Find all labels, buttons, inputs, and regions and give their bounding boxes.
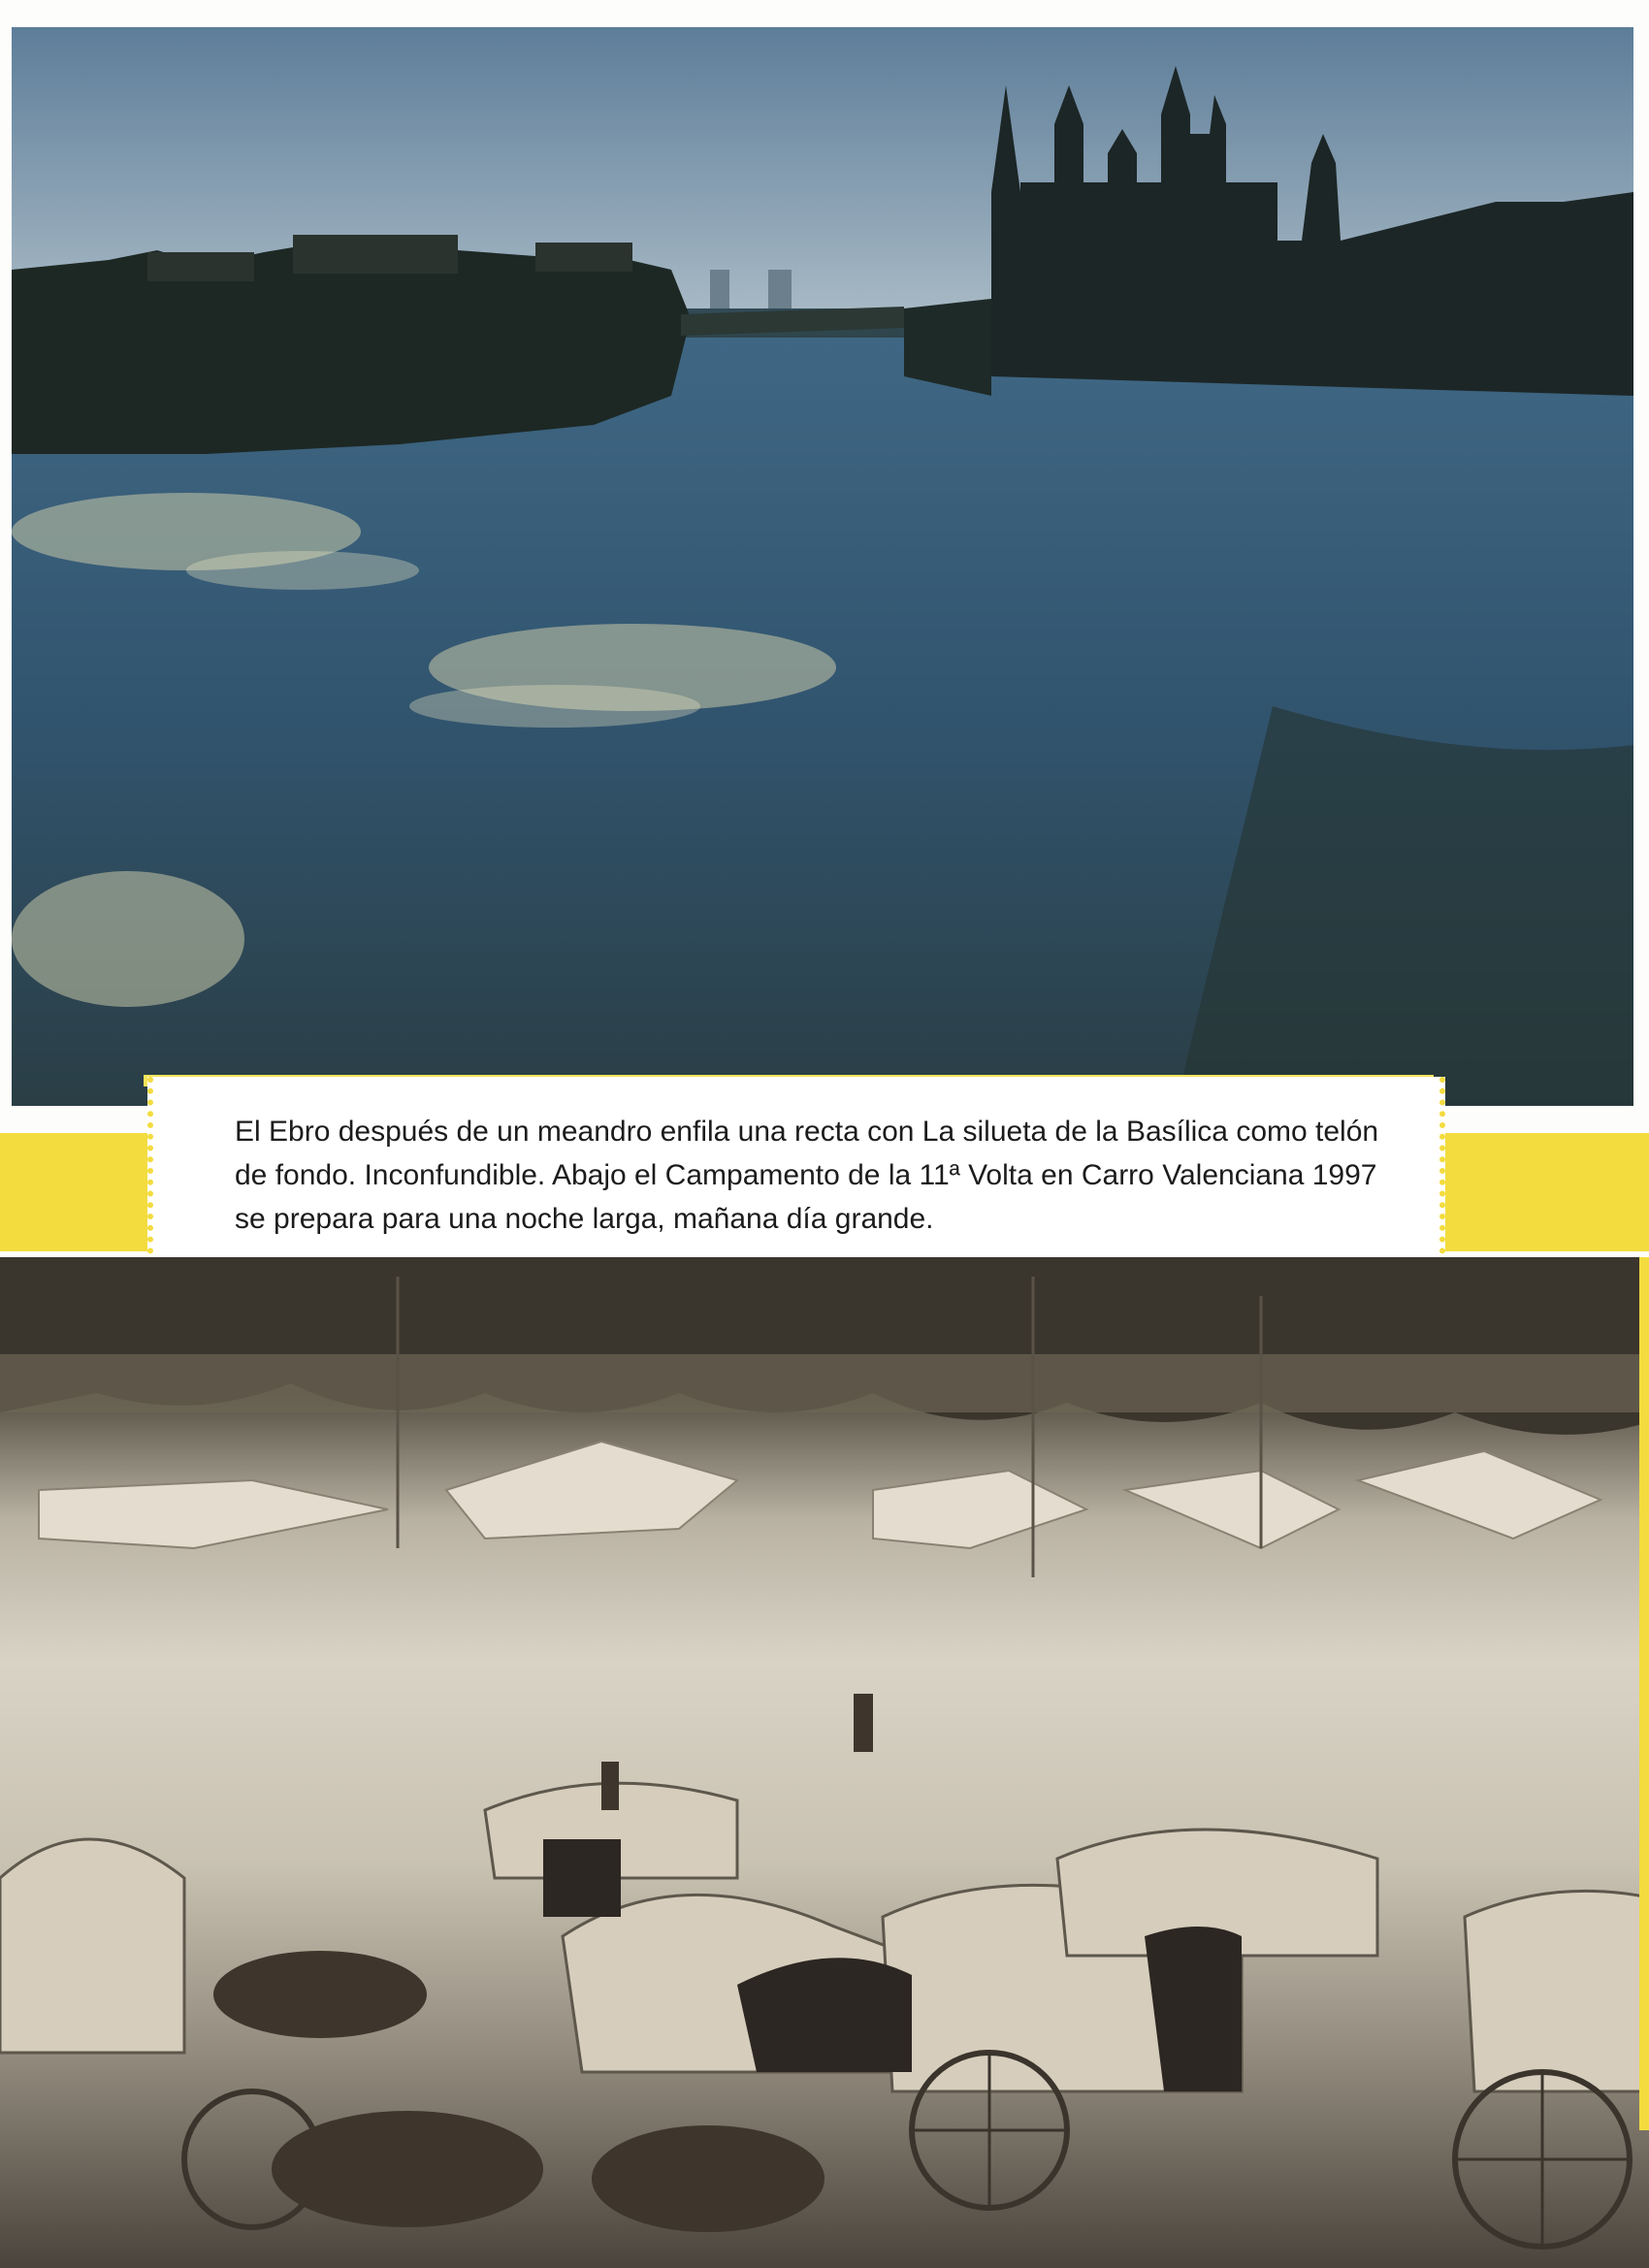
camp-scene-illustration bbox=[0, 1257, 1649, 2268]
caption-text: El Ebro después de un meandro enfila una recta con La silueta de la Basílica como telón de fondo. Inconfundible. Abajo el Campamento de la 11ª Volta en Carro Valenciana 1997 se prepara para una noche larga, mañana día grande. bbox=[235, 1116, 1379, 1235]
yellow-band-right bbox=[1438, 1133, 1649, 1251]
river-scene-illustration bbox=[12, 27, 1633, 1106]
cart-camp-photo bbox=[0, 1257, 1649, 2268]
yellow-band-left bbox=[0, 1133, 155, 1251]
yellow-edge bbox=[1639, 1257, 1649, 2130]
river-basilica-photo bbox=[12, 27, 1633, 1106]
photo-caption bbox=[147, 1077, 1445, 1277]
